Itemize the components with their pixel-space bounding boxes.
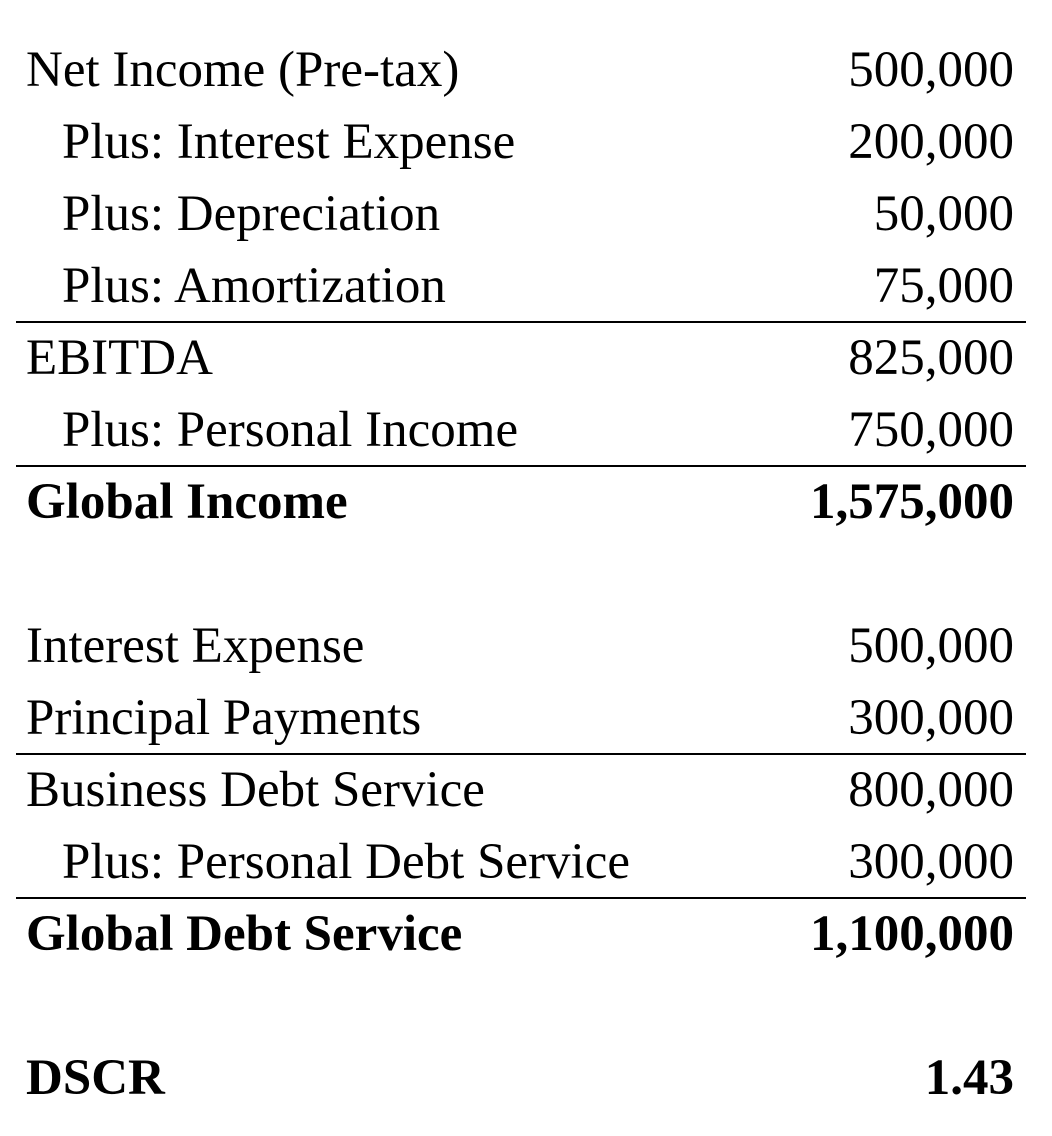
row-label: EBITDA <box>26 330 213 386</box>
debt-total-row <box>16 898 1026 970</box>
row-label: Plus: Personal Debt Service <box>62 834 630 890</box>
row-value: 300,000 <box>848 834 1014 890</box>
total-value: 1,100,000 <box>810 906 1014 962</box>
row-value: 200,000 <box>848 114 1014 170</box>
dscr-row <box>16 1042 1026 1114</box>
total-label: Global Income <box>26 474 348 530</box>
row-value: 825,000 <box>848 330 1014 386</box>
total-label: Global Debt Service <box>26 906 463 962</box>
income-total-row <box>16 466 1026 538</box>
row-label: Principal Payments <box>26 690 422 746</box>
row-value: 800,000 <box>848 762 1014 818</box>
income-row-personal-income <box>16 394 1026 466</box>
total-value: 1,575,000 <box>810 474 1014 530</box>
row-label: Plus: Depreciation <box>62 186 441 242</box>
debt-row-principal-payments <box>16 682 1026 754</box>
row-value: 50,000 <box>873 186 1014 242</box>
dscr-label: DSCR <box>26 1050 165 1106</box>
debt-row-personal-debt-service <box>16 826 1026 898</box>
income-row-interest-expense <box>16 106 1026 178</box>
row-value: 750,000 <box>848 402 1014 458</box>
section-spacer <box>16 538 1026 610</box>
row-label: Business Debt Service <box>26 762 485 818</box>
debt-row-business-debt-service <box>16 754 1026 826</box>
row-label: Plus: Personal Income <box>62 402 519 458</box>
row-label: Net Income (Pre-tax) <box>26 42 460 98</box>
row-value: 75,000 <box>873 258 1014 314</box>
income-row-amortization <box>16 250 1026 322</box>
row-label: Plus: Amortization <box>62 258 446 314</box>
section-spacer <box>16 970 1026 1042</box>
row-value: 500,000 <box>848 618 1014 674</box>
debt-row-interest-expense <box>16 610 1026 682</box>
income-row-net-income <box>16 34 1026 106</box>
row-label: Plus: Interest Expense <box>62 114 516 170</box>
dscr-value: 1.43 <box>924 1050 1014 1106</box>
row-value: 300,000 <box>848 690 1014 746</box>
row-label: Interest Expense <box>26 618 365 674</box>
row-value: 500,000 <box>848 42 1014 98</box>
income-row-depreciation <box>16 178 1026 250</box>
dscr-worksheet <box>16 34 1026 1114</box>
income-row-ebitda <box>16 322 1026 394</box>
